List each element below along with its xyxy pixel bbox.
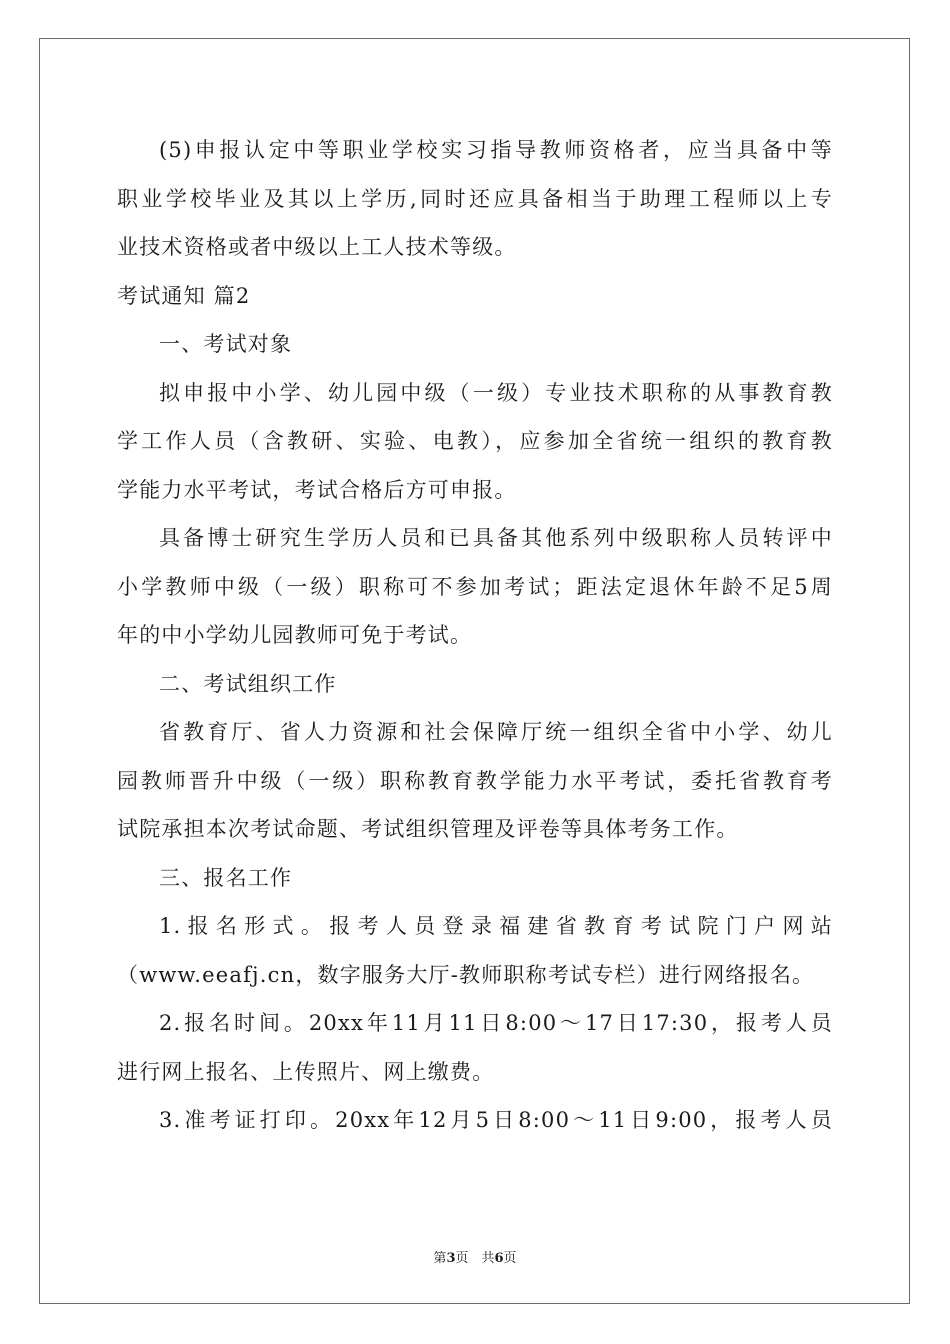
paragraph xyxy=(117,902,833,999)
text-line: 三、报名工作 xyxy=(159,865,293,890)
text-line: 园教师晋升中级（一级）职称教育教学能力水平考试，委托省教育考 xyxy=(117,768,833,793)
text-line: 省教育厅、省人力资源和社会保障厅统一组织全省中小学、幼儿 xyxy=(159,720,833,744)
text-line: (5)申报认定中等职业学校实习指导教师资格者，应当具备中等 xyxy=(159,138,833,162)
page-footer xyxy=(0,1247,950,1266)
paragraph xyxy=(117,1096,833,1145)
text-line: 年的中小学幼儿园教师可免于考试。 xyxy=(117,623,473,647)
paragraph xyxy=(117,708,833,854)
page-number: 3 xyxy=(446,1251,456,1266)
paragraph xyxy=(117,369,833,515)
subheading xyxy=(117,660,833,709)
text-line: 学工作人员（含教研、实验、电教），应参加全省统一组织的教育教 xyxy=(117,429,833,453)
document-body xyxy=(117,126,833,1145)
text-line: 1.报名形式。报考人员登录福建省教育考试院门户网站 xyxy=(159,914,833,938)
text-line: （www.eeafj.cn，数字服务大厅-教师职称考试专栏）进行网络报名。 xyxy=(117,962,815,987)
section-heading: 考试通知 篇2 xyxy=(117,283,251,308)
text-line: 一、考试对象 xyxy=(159,332,293,356)
text-line: 拟申报中小学、幼儿园中级（一级）专业技术职称的从事教育教 xyxy=(159,380,833,405)
footer-suffix: 页 xyxy=(503,1251,517,1266)
text-line: 职业学校毕业及其以上学历,同时还应具备相当于助理工程师以上专 xyxy=(117,186,833,211)
text-line: 学能力水平考试，考试合格后方可申报。 xyxy=(117,477,517,502)
subheading xyxy=(117,320,833,369)
text-line: 试院承担本次考试命题、考试组织管理及评卷等具体考务工作。 xyxy=(117,817,739,841)
footer-mid: 页 共 xyxy=(455,1251,495,1266)
text-line: 2.报名时间。20xx年11月11日8:00～17日17:30，报考人员 xyxy=(159,1011,833,1035)
paragraph xyxy=(117,514,833,660)
text-line: 具备博士研究生学历人员和已具备其他系列中级职称人员转评中 xyxy=(159,526,833,550)
footer-prefix: 第 xyxy=(433,1251,447,1266)
text-line: 小学教师中级（一级）职称可不参加考试；距法定退休年龄不足5周 xyxy=(117,574,833,599)
paragraph xyxy=(117,126,833,272)
paragraph xyxy=(117,999,833,1096)
text-line: 二、考试组织工作 xyxy=(159,671,337,696)
total-pages: 6 xyxy=(494,1251,504,1266)
subheading xyxy=(117,854,833,903)
text-line: 业技术资格或者中级以上工人技术等级。 xyxy=(117,235,517,259)
text-line: 进行网上报名、上传照片、网上缴费。 xyxy=(117,1059,495,1084)
text-line: 3.准考证打印。20xx年12月5日8:00～11日9:00，报考人员 xyxy=(159,1108,833,1132)
